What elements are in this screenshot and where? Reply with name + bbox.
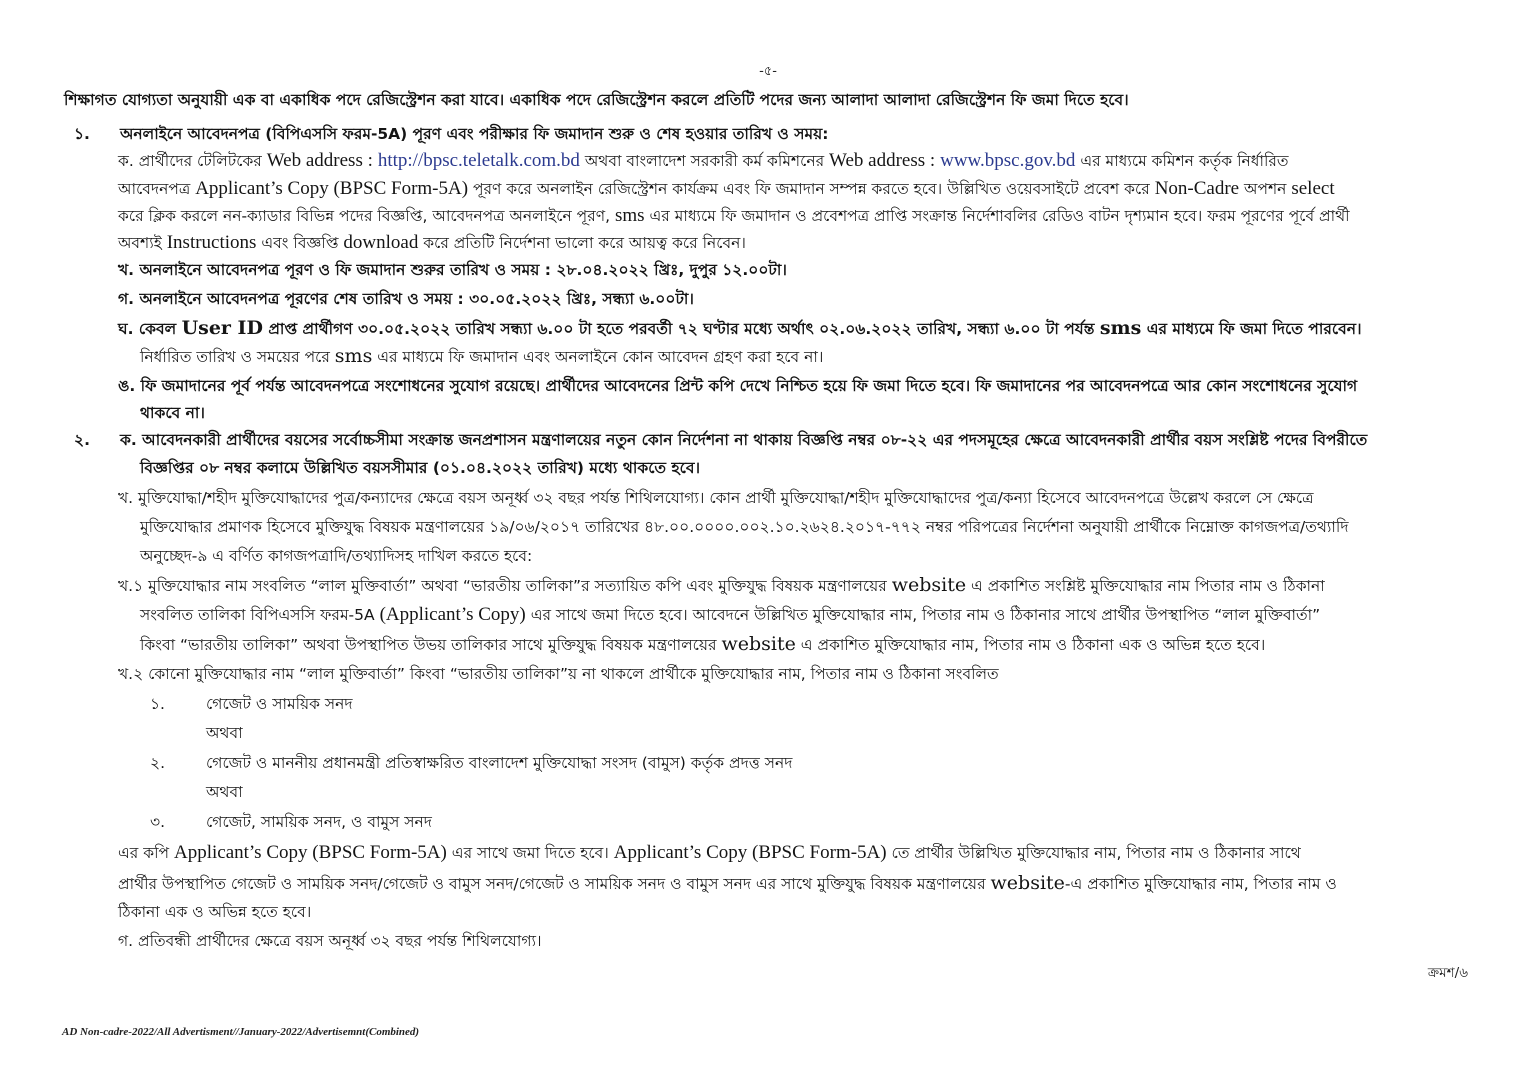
applicant-copy-label: Applicant’s Copy (BPSC Form-5A) xyxy=(195,178,469,199)
kha2-option-3 xyxy=(150,810,432,834)
applicant-copy-label-3: Applicant’s Copy (BPSC Form-5A) xyxy=(173,842,447,863)
section1-gha-line1 xyxy=(118,316,1362,341)
gha-line2-b: এর মাধ্যমে ফি জমাদান এবং অনলাইনে কোন আবেদন গ্রহণ করা হবে না। xyxy=(377,348,824,366)
ka-line2-c: অপশন xyxy=(1244,180,1287,198)
section1-heading xyxy=(74,122,828,146)
section2-closing-line2 xyxy=(118,871,1337,896)
website-label: website xyxy=(891,574,967,596)
gha-a: ঘ. কেবল xyxy=(118,320,177,338)
gha-b: প্রাপ্ত প্রার্থীগণ ৩০.০৫.২০২২ তারিখ সন্ধ্যা ৬.০০ টা হতে পরবর্তী ৭২ ঘণ্টার মধ্যে অর্থাৎ ০২.০৬.২০২২ তারিখ, সন্ধ্যা ৬.০০ টা পর্যন্ত xyxy=(268,320,1095,338)
ka-prefix: ক. প্রার্থীদের টেলিটকের xyxy=(118,152,262,170)
section2-ka-line2: বিজ্ঞপ্তির ০৮ নম্বর কলামে উল্লিখিত বয়সসীমার (০১.০৪.২০২২ তারিখ) মধ্যে থাকতে হবে। xyxy=(140,459,700,477)
section2-ga: গ. প্রতিবন্ধী প্রার্থীদের ক্ষেত্রে বয়স অনূর্ধ্ব ৩২ বছর পর্যন্ত শিথিলযোগ্য। xyxy=(118,932,542,950)
kha2-option-2 xyxy=(150,751,792,775)
section2-number: ২. xyxy=(74,431,90,449)
select-label: select xyxy=(1291,178,1335,199)
section2-kha1-line1 xyxy=(118,573,1325,598)
section2-kha1-line3 xyxy=(140,632,1265,657)
intro-text-content: শিক্ষাগত যোগ্যতা অনুযায়ী এক বা একাধিক পদে রেজিস্ট্রেশন করা যাবে। একাধিক পদে রেজিস্ট্রেশন করলে প্রতিটি পদের জন্য আলাদা আলাদা রেজিস্ট্রেশন ফি জমা দিতে হবে। xyxy=(64,91,1129,109)
sms-label: sms xyxy=(614,205,645,226)
ka-line3-b: এর মাধ্যমে ফি জমাদান ও প্রবেশপত্র প্রাপ্তি সংক্রান্ত নির্দেশাবলির রেডিও বাটন দৃশ্যমান হবে। ফরম পূরণের পূর্বে প্রার্থী xyxy=(649,207,1350,225)
intro-text xyxy=(64,88,1129,112)
instructions-label: Instructions xyxy=(166,232,257,253)
closing-line2-b: -এ প্রকাশিত মুক্তিযোদ্ধার নাম, পিতার নাম ও xyxy=(1064,875,1337,893)
applicant-copy-label-2: (Applicant’s Copy) xyxy=(379,604,526,625)
ka-line4-a: অবশ্যই xyxy=(118,234,162,252)
sms-label-2: sms xyxy=(1099,317,1142,339)
closing-line1-c: তে প্রার্থীর উল্লিখিত মুক্তিযোদ্ধার নাম, পিতার নাম ও ঠিকানার সাথে xyxy=(891,844,1301,862)
section1-heading-text: অনলাইনে আবেদনপত্র (বিপিএসসি ফরম-5A) পূরণ এবং পরীক্ষার ফি জমাদান শুরু ও শেষ হওয়ার তারিখ ও সময়: xyxy=(120,125,829,143)
closing-line1-a: এর কপি xyxy=(118,844,170,862)
kha2-option-1 xyxy=(150,692,353,716)
footer-path: AD Non-cadre-2022/All Advertisment//January-2022/Advertisemnt(Combined) xyxy=(62,1026,420,1038)
section1-umo-line2: থাকবে না। xyxy=(140,404,205,422)
or-label-1: অথবা xyxy=(206,724,243,742)
section2-kha2-line1: খ.২ কোনো মুক্তিযোদ্ধার নাম “লাল মুক্তিবার্তা” কিংবা “ভারতীয় তালিকা”য় না থাকলে প্রার্থীকে মুক্তিযোদ্ধার নাম, পিতার নাম ও ঠিকানা সংবলিত xyxy=(118,665,999,683)
closing-line2-a: প্রার্থীর উপস্থাপিত গেজেট ও সাময়িক সনদ/গেজেট ও বামুস সনদ/গেজেট ও সাময়িক সনদ ও বামুস সনদ এর সাথে মুক্তিযুদ্ধ বিষয়ক মন্ত্রণালয়ের xyxy=(118,875,986,893)
section2-kha1-line2 xyxy=(140,603,1320,627)
section1-ga: গ. অনলাইনে আবেদনপত্র পূরণের শেষ তারিখ ও সময় : ৩০.০৫.২০২২ খ্রিঃ, সন্ধ্যা ৬.০০টা। xyxy=(118,290,694,308)
non-cadre-label: Non-Cadre xyxy=(1154,178,1240,199)
ka-middle: অথবা বাংলাদেশ সরকারী কর্ম কমিশনের xyxy=(584,152,825,170)
gha-line2-a: নির্ধারিত তারিখ ও সময়ের পরে xyxy=(140,348,330,366)
option-text: গেজেট ও সাময়িক সনদ xyxy=(206,695,353,713)
section2-ka-line1 xyxy=(74,428,1367,452)
ka-line4-b: এবং বিজ্ঞপ্তি xyxy=(261,234,339,252)
section1-kha: খ. অনলাইনে আবেদনপত্র পূরণ ও ফি জমাদান শুরুর তারিখ ও সময় : ২৮.০৪.২০২২ খ্রিঃ, দুপুর ১২.০০টা। xyxy=(118,261,787,279)
web-address-label: Web address : xyxy=(266,150,373,171)
section2-kha-line1: খ. মুক্তিযোদ্ধা/শহীদ মুক্তিযোদ্ধাদের পুত্র/কন্যাদের ক্ষেত্রে বয়স অনূর্ধ্ব ৩২ বছর পর্যন্ত শিথিলযোগ্য। কোন প্রার্থী মুক্তিযোদ্ধা/শহীদ মুক্তিযোদ্ধাদের পুত্র/কন্যা হিসেবে আবেদনপত্রে উল্লেখ করলে সে ক্ষেত্রে xyxy=(118,489,1314,507)
applicant-copy-label-4: Applicant’s Copy (BPSC Form-5A) xyxy=(613,842,887,863)
website-label-3: website xyxy=(990,872,1065,894)
kha1-line2-b: এর সাথে জমা দিতে হবে। আবেদনে উল্লিখিত মুক্তিযোদ্ধার নাম, পিতার নাম ও ঠিকানার সাথে প্রার্থীর উপস্থাপিত “লাল মুক্তিবার্তা” xyxy=(530,606,1321,624)
gha-c: এর মাধ্যমে ফি জমা দিতে পারবেন। xyxy=(1146,320,1362,338)
section2-closing-line3: ঠিকানা এক ও অভিন্ন হতে হবে। xyxy=(118,903,312,921)
section1-ka-line2 xyxy=(118,177,1335,201)
kha1-line2-a: সংবলিত তালিকা বিপিএসসি ফরম-5A xyxy=(140,606,375,624)
ka-line4-c: করে প্রতিটি নির্দেশনা ভালো করে আয়ত্ব করে নিবেন। xyxy=(423,234,746,252)
section1-gha-line2 xyxy=(140,344,823,369)
kha1-line1-a: খ.১ মুক্তিযোদ্ধার নাম সংবলিত “লাল মুক্তিবার্তা” অথবা “ভারতীয় তালিকা”র সত্যায়িত কপি এবং মুক্তিযুদ্ধ বিষয়ক মন্ত্রণালয়ের xyxy=(118,577,887,595)
closing-line1-b: এর সাথে জমা দিতে হবে। xyxy=(451,844,609,862)
option-text: গেজেট, সাময়িক সনদ, ও বামুস সনদ xyxy=(206,813,432,831)
download-label: download xyxy=(343,232,419,253)
ka-line2-b: পূরণ করে অনলাইন রেজিস্ট্রেশন কার্যক্রম এবং ফি জমাদান সম্পন্ন করতে হবে। উল্লিখিত ওয়েবসাইটে প্রবেশ করে xyxy=(473,180,1150,198)
option-number: ৩. xyxy=(150,813,166,831)
website-label-2: website xyxy=(721,633,796,655)
page-number: -৫- xyxy=(759,64,777,79)
section1-number: ১. xyxy=(74,125,90,143)
user-id-label: User ID xyxy=(181,317,263,339)
section1-ka-line1 xyxy=(118,149,1289,173)
kha1-line3-a: কিংবা “ভারতীয় তালিকা” অথবা উপস্থাপিত উভয় তালিকার সাথে মুক্তিযুদ্ধ বিষয়ক মন্ত্রণালয়ের xyxy=(140,636,717,654)
section2-kha-line2: মুক্তিযোদ্ধার প্রমাণক হিসেবে মুক্তিযুদ্ধ বিষয়ক মন্ত্রণালয়ের ১৯/০৬/২০১৭ তারিখের ৪৮.০০.০০০০.০০২.১০.২৬২৪.২০১৭-৭৭২ নম্বর পরিপত্রের নির্দেশনা অনুযায়ী প্রার্থীকে নিম্নোক্ত কাগজপত্র/তথ্যাদি xyxy=(140,518,1349,536)
teletalk-link[interactable]: http://bpsc.teletalk.com.bd xyxy=(377,150,580,171)
web-address-label-2: Web address : xyxy=(829,150,936,171)
kha1-line3-b: এ প্রকাশিত মুক্তিযোদ্ধার নাম, পিতার নাম ও ঠিকানা এক ও অভিন্ন হতে হবে। xyxy=(800,636,1266,654)
option-text: গেজেট ও মাননীয় প্রধানমন্ত্রী প্রতিস্বাক্ষরিত বাংলাদেশ মুক্তিযোদ্ধা সংসদ (বামুস) কর্তৃক প্রদত্ত সনদ xyxy=(206,754,793,772)
section2-kha-line3: অনুচ্ছেদ-৯ এ বর্ণিত কাগজপত্রাদি/তথ্যাদিসহ দাখিল করতে হবে: xyxy=(140,547,533,565)
kha1-line1-b: এ প্রকাশিত সংশ্লিষ্ট মুক্তিযোদ্ধার নাম পিতার নাম ও ঠিকানা xyxy=(971,577,1325,595)
ka-line2-a: আবেদনপত্র xyxy=(118,180,191,198)
section1-umo-line1: ঙ. ফি জমাদানের পূর্ব পর্যন্ত আবেদনপত্রে সংশোধনের সুযোগ রয়েছে। প্রার্থীদের আবেদনের প্রিন্ট কপি দেখে নিশ্চিত হয়ে ফি জমা দিতে হবে। ফি জমাদানের পর আবেদনপত্রে আর কোন সংশোধনের সুযোগ xyxy=(118,377,1358,395)
ka-line1-end: এর মাধ্যমে কমিশন কর্তৃক নির্ধারিত xyxy=(1080,152,1289,170)
sms-label-3: sms xyxy=(334,345,373,367)
section1-ka-line3 xyxy=(118,204,1350,228)
option-number: ২. xyxy=(150,754,166,772)
section2-closing-line1 xyxy=(118,841,1301,865)
option-number: ১. xyxy=(150,695,165,713)
section1-ka-line4 xyxy=(118,231,746,255)
bpsc-link[interactable]: www.bpsc.gov.bd xyxy=(940,150,1076,171)
section2-ka-text: ক. আবেদনকারী প্রার্থীদের বয়সের সর্বোচ্চসীমা সংক্রান্ত জনপ্রশাসন মন্ত্রণালয়ের নতুন কোন নির্দেশনা না থাকায় বিজ্ঞপ্তি নম্বর ০৮-২২ এর পদসমূহের ক্ষেত্রে আবেদনকারী প্রার্থীর বয়স সংশ্লিষ্ট পদের বিপরীতে xyxy=(120,431,1368,449)
continued-marker: ক্রমশ/৬ xyxy=(1427,965,1468,981)
or-label-2: অথবা xyxy=(206,783,243,801)
ka-line3-a: করে ক্লিক করলে নন-ক্যাডার বিভিন্ন পদের বিজ্ঞপ্তি, আবেদনপত্র অনলাইনে পূরণ, xyxy=(118,207,611,225)
